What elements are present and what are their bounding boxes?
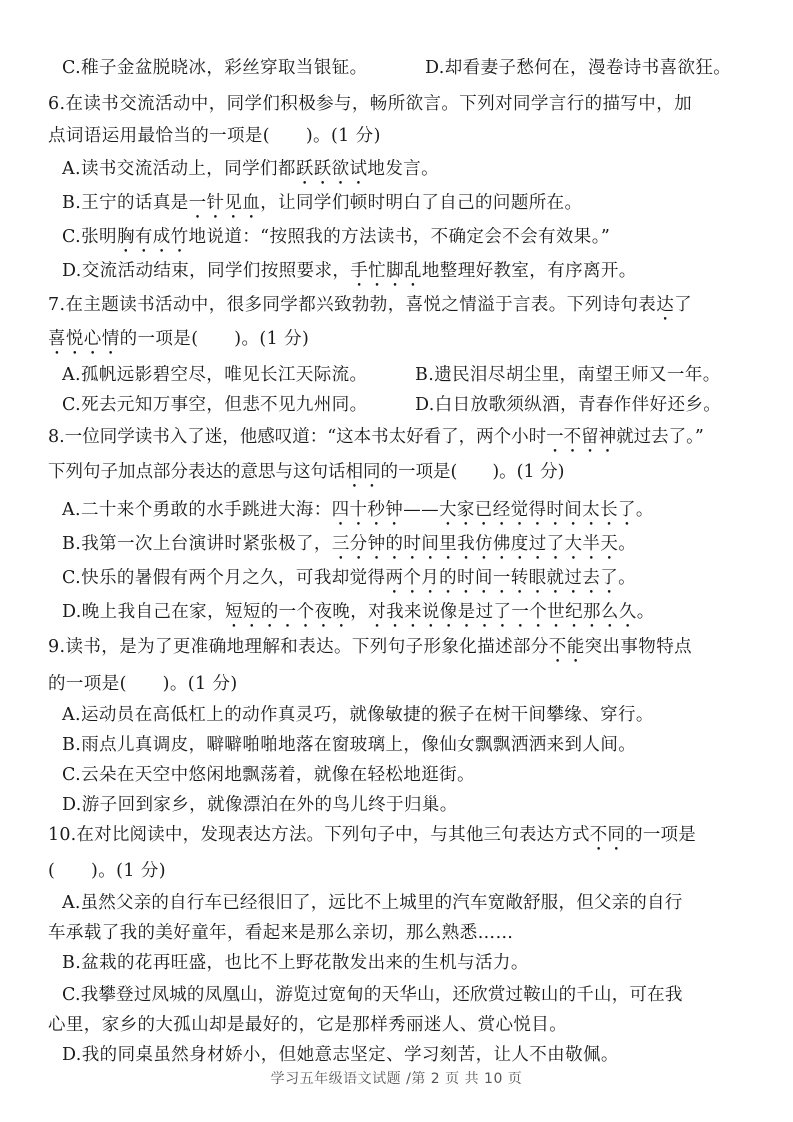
text: 8.一位同学读书入了迷，他感叹道：“这本书太好看了，两个小时	[48, 427, 547, 447]
dotted-word: 跃跃欲试	[295, 159, 368, 179]
text: 就过去了。”	[616, 427, 704, 447]
text: 9.读书，是为了更准确地理解和表达。下列句子形象化描述部分	[48, 637, 549, 657]
q10-option-d: D.我的同桌虽然身材娇小，但她意志坚定、学习刻苦，让人不由敬佩。	[62, 1045, 619, 1065]
q6-stem-line2: 点词语运用最恰当的一项是( )。(1 分)	[48, 126, 381, 146]
text: 10.在对比阅读中，发现表达方法。下列句子中，与其他三句表达方式	[48, 825, 590, 845]
q7-option-a: A.孤帆远影碧空尽，唯见长江天际流。	[62, 365, 368, 385]
q9-stem-line2: 的一项是( )。(1 分)	[48, 674, 238, 694]
q10-option-a-line2: 车承载了我的美好童年，看起来是那么亲切，那么熟悉……	[48, 923, 514, 943]
q10-stem-line1	[48, 823, 696, 855]
q6-option-d	[62, 259, 637, 291]
text: D.晚上我自己在家，	[62, 602, 225, 622]
text: 。	[618, 568, 637, 588]
text: C.快乐的暑假有两个月之久，可我却觉得	[62, 568, 386, 588]
dotted-word: 相同	[345, 462, 381, 482]
text: 地整理好教室，有序离开。	[421, 261, 637, 281]
text: 地发言。	[367, 159, 440, 179]
q8-stem-line1	[48, 425, 704, 457]
dotted-word: 手忙脚乱	[350, 261, 422, 281]
dotted-phrase: 短短的一个夜晚，对我来说像是过了一个世纪那么久	[224, 602, 637, 622]
text: B.王宁的话真是	[62, 193, 189, 213]
dotted-phrase: 两个月的时间一转眼就过去了	[385, 568, 619, 588]
q9-option-d: D.游子回到家乡，就像漂泊在外的鸟儿终于归巢。	[62, 795, 458, 815]
q5-option-d: D.却看妻子愁何在，漫卷诗书喜欲狂。	[425, 58, 732, 78]
q7-option-d: D.白日放歌须纵酒，青春作伴好还乡。	[415, 395, 722, 415]
text: 。	[618, 534, 637, 554]
text: D.交流活动结束，同学们按照要求，	[62, 261, 351, 281]
text: 地说道：“按照我的方法读书，不确定会不会有效果。”	[188, 227, 611, 247]
q9-option-b: B.雨点儿真调皮，噼噼啪啪地落在窗玻璃上，像仙女飘飘洒洒来到人间。	[62, 735, 637, 755]
page-footer: 学习五年级语文试题 /第 2 页 共 10 页	[270, 1071, 523, 1087]
q8-option-d	[62, 600, 655, 632]
q10-option-c-line1: C.我攀登过凤城的凤凰山，游览过宽甸的天华山，还欣赏过鞍山的千山，可在我	[62, 985, 683, 1005]
q7-stem-line1	[48, 293, 692, 325]
q7-option-c: C.死去元知万事空，但悲不见九州同。	[62, 395, 368, 415]
q8-option-a	[62, 498, 654, 530]
text: 下列句子加点部分表达的意思与这句话	[48, 462, 346, 482]
q7-option-b: B.遗民泪尽胡尘里，南望王师又一年。	[415, 365, 721, 385]
dotted-word: 达	[656, 295, 675, 315]
text: 。	[636, 602, 655, 622]
q8-stem-line2	[48, 460, 565, 492]
text: A.二十来个勇敢的水手跳进大海：	[62, 500, 332, 520]
q9-option-c: C.云朵在天空中悠闲地飘荡着，就像在轻松地逛街。	[62, 765, 475, 785]
text: 7.在主题读书活动中，很多同学都兴致勃勃，喜悦之情溢于言表。下列诗句表	[48, 295, 657, 315]
q9-option-a: A.运动员在高低杠上的动作真灵巧，就像敏捷的猴子在树干间攀缘、穿行。	[62, 705, 654, 725]
text: B.我第一次上台演讲时紧张极了，	[62, 534, 332, 554]
text: C.张明	[62, 227, 117, 247]
dotted-phrase: 三分钟的时间里我仿佛度过了大半天	[331, 534, 619, 554]
text: 的一项是	[625, 825, 696, 845]
text: 。	[635, 500, 654, 520]
q6-option-b	[62, 191, 582, 223]
q6-option-c	[62, 225, 610, 257]
q7-option-row-2	[62, 393, 722, 417]
q7-stem-line2	[48, 327, 309, 359]
q10-stem-line2: ( )。(1 分)	[48, 861, 167, 881]
dotted-word: 不能	[548, 637, 585, 657]
text: 突出事物特点	[584, 637, 693, 657]
text: A.读书交流活动上，同学们都	[62, 159, 296, 179]
q10-option-c-line2: 心里，家乡的大孤山却是最好的，它是那样秀丽迷人、赏心悦目。	[48, 1015, 568, 1035]
q8-option-c	[62, 566, 636, 598]
q9-stem-line1	[48, 635, 692, 667]
dotted-word: 不同	[589, 825, 626, 845]
text: ，让同学们顿时明白了自己的问题所在。	[260, 193, 583, 213]
q8-option-b	[62, 532, 636, 564]
text: 的一项是( )。(1 分)	[119, 329, 310, 349]
q5-option-c: C.稚子金盆脱晓冰，彩丝穿取当银钲。	[62, 58, 368, 78]
q6-stem-line1: 6.在读书交流活动中，同学们积极参与，畅所欲言。下列对同学言行的描写中，加	[48, 94, 692, 114]
text: 的一项是( )。(1 分)	[380, 462, 565, 482]
dotted-word: 一不留神	[546, 427, 617, 447]
q7-option-row-1	[62, 363, 721, 387]
text: 了	[674, 295, 693, 315]
dotted-phrase: 四十秒钟——大家已经觉得时间太长了	[331, 500, 636, 520]
dotted-word: 胸有成竹	[116, 227, 189, 247]
q10-option-a-line1: A.虽然父亲的自行车已经很旧了，远比不上城里的汽车宽敞舒服，但父亲的自行	[62, 893, 683, 913]
dotted-word: 喜悦心情	[48, 329, 120, 349]
q5-option-row	[62, 56, 732, 80]
dotted-word: 一针见血	[188, 193, 261, 213]
q6-option-a	[62, 157, 439, 189]
q10-option-b: B.盆栽的花再旺盛，也比不上野花散发出来的生机与活力。	[62, 953, 529, 973]
